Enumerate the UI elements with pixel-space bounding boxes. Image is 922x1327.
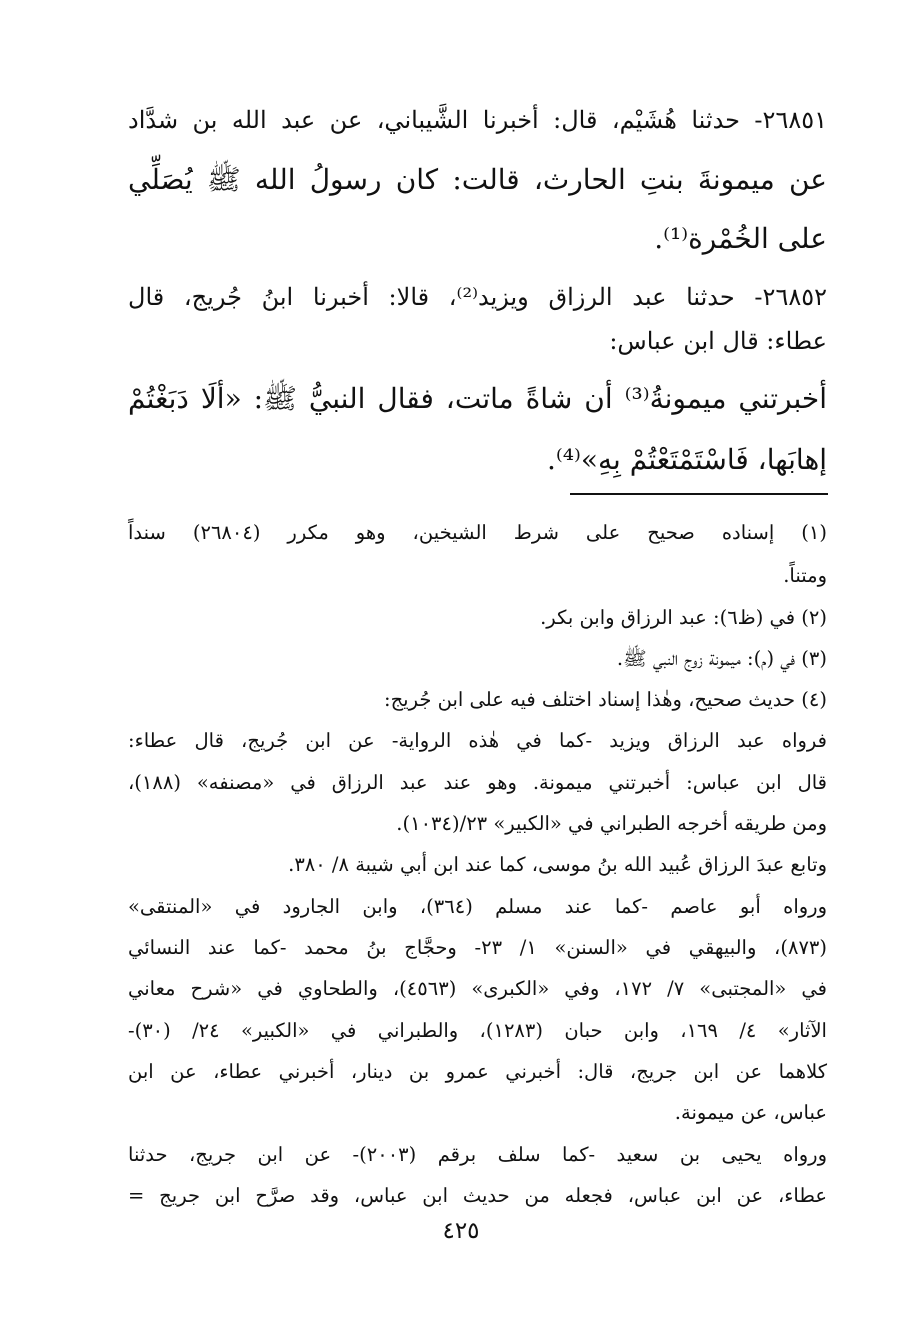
hadith-26851-text-line: عن ميمونةَ بنتِ الحارث، قالت: كان رسولُ الله ﷺ يُصَلِّي [128, 163, 827, 196]
footnote-line: عطاء، عن ابن عباس، فجعله من حديث ابن عباس، وقد صرَّح ابن جريج = [128, 1184, 827, 1207]
footnote-line: (٨٧٣)، والبيهقي في «السنن» ١/ ٢٣- وحجَّاج بنُ محمد -كما عند النسائي [128, 936, 827, 959]
footnote-line: (٣) في (م): ميمونة زوج النبي ﷺ. [616, 647, 827, 670]
page-number: ٤٢٥ [442, 1218, 480, 1244]
footnote-line: ومن طريقه أخرجه الطبراني في «الكبير» ٢٣/(١٠٣٤). [396, 812, 827, 835]
footnote-line: الآثار» ٤/ ١٦٩، وابن حبان (١٢٨٣)، والطبراني في «الكبير» ٢٤/ (٣٠)- [128, 1019, 827, 1042]
hadith-26851-number-line: ٢٦٨٥١- حدثنا هُشَيْم، قال: أخبرنا الشَّيباني، عن عبد الله بن شدَّاد [128, 106, 827, 134]
footnote-line: (٢) في (ظ٦): عبد الرزاق وابن بكر. [540, 606, 827, 629]
hadith-26852-text-line: أخبرتني ميمونةُ⁽³⁾ أن شاةً ماتت، فقال النبيُّ ﷺ: «ألَا دَبَغْتُمْ [128, 382, 828, 415]
footnote-line: كلاهما عن ابن جريج، قال: أخبرني عمرو بن دينار، أخبرني عطاء، عن ابن [128, 1060, 827, 1083]
footnote-line: عباس، عن ميمونة. [674, 1101, 827, 1124]
footnote-line: فرواه عبد الرزاق ويزيد -كما في هٰذه الرواية- عن ابن جُريج، قال عطاء: [128, 729, 827, 752]
footnote-line: قال ابن عباس: أخبرتني ميمونة. وهو عند عبد الرزاق في «مصنفه» (١٨٨)، [128, 771, 827, 794]
hadith-26852-number-line: ٢٦٨٥٢- حدثنا عبد الرزاق ويزيد⁽²⁾، قالا: أخبرنا ابنُ جُريج، قال [128, 283, 827, 311]
footnote-line: (٤) حديث صحيح، وهٰذا إسناد اختلف فيه على ابن جُريج: [384, 688, 827, 711]
footnote-line: ورواه يحيى بن سعيد -كما سلف برقم (٢٠٠٣)- عن ابن جريج، حدثنا [128, 1143, 827, 1166]
hadith-26852-chain-line: عطاء: قال ابن عباس: [609, 327, 827, 355]
hadith-26852-last-line: إهابَها، فَاسْتَمْتَعْتُمْ بِهِ»⁽⁴⁾. [546, 443, 827, 476]
footnote-line: ومتناً. [783, 564, 827, 587]
footnote-line: (١) إسناده صحيح على شرط الشيخين، وهو مكرر (٢٦٨٠٤) سنداً [128, 521, 827, 544]
footnote-line: ورواه أبو عاصم -كما عند مسلم (٣٦٤)، وابن الجارود في «المنتقى» [128, 895, 827, 918]
footnote-line: في «المجتبى» ٧/ ١٧٢، وفي «الكبرى» (٤٥٦٣)، والطحاوي في «شرح معاني [128, 977, 827, 1000]
footnote-line: وتابع عبدَ الرزاق عُبيد الله بنُ موسى، كما عند ابن أبي شيبة ٨/ ٣٨٠. [288, 853, 827, 876]
footnote-separator [570, 493, 828, 495]
hadith-26851-last-line: على الخُمْرة⁽¹⁾. [654, 222, 827, 255]
